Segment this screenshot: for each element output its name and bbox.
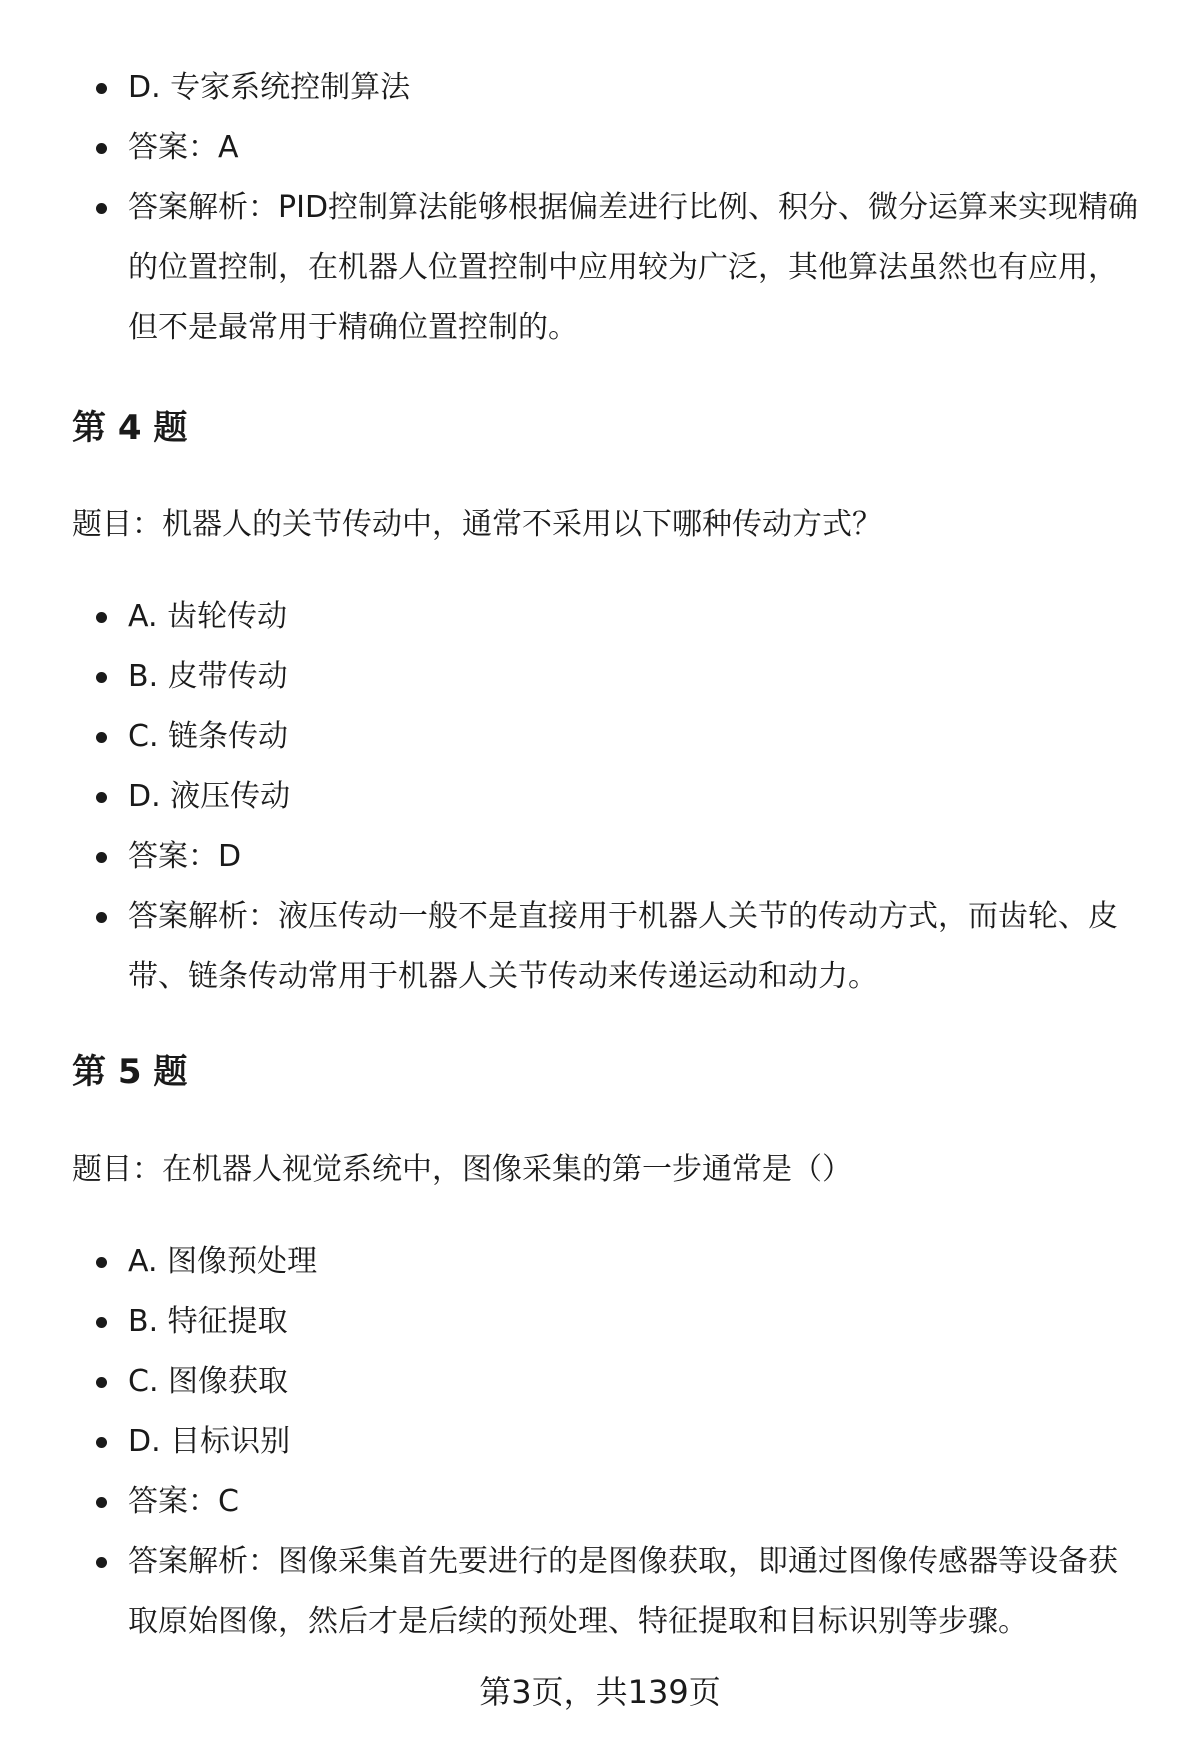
list-item — [0, 1472, 1200, 1532]
answer-explanation: 答案解析：液压传动一般不是直接用于机器人关节的传动方式，而齿轮、皮带、链条传动常用于机器人关节传动来传递运动和动力。 — [128, 899, 1118, 994]
answer: 答案：A — [128, 130, 239, 165]
option-a: A. 齿轮传动 — [128, 599, 288, 634]
option-b: B. 特征提取 — [128, 1304, 288, 1339]
list-item — [0, 1232, 1200, 1292]
option-b: B. 皮带传动 — [128, 659, 288, 694]
list-item — [0, 767, 1200, 827]
bullet-icon — [96, 732, 107, 743]
option-d: D. 液压传动 — [128, 779, 291, 814]
bullet-icon — [96, 672, 107, 683]
bullet-icon — [96, 792, 107, 803]
list-item — [0, 118, 1200, 178]
bullet-icon — [96, 1437, 107, 1448]
bullet-icon — [96, 1557, 107, 1568]
list-item — [0, 1292, 1200, 1352]
answer: 答案：D — [128, 839, 242, 874]
question-4-heading: 第 4 题 — [72, 408, 188, 448]
option-c: C. 图像获取 — [128, 1364, 289, 1399]
list-item — [0, 58, 1200, 118]
list-item — [0, 707, 1200, 767]
bullet-icon — [96, 1497, 107, 1508]
list-item — [0, 887, 1200, 1007]
answer: 答案：C — [128, 1484, 239, 1519]
bullet-icon — [96, 83, 107, 94]
list-item — [0, 827, 1200, 887]
answer-explanation: 答案解析：图像采集首先要进行的是图像获取，即通过图像传感器等设备获取原始图像，然后才是后续的预处理、特征提取和目标识别等步骤。 — [128, 1544, 1118, 1639]
list-item — [0, 647, 1200, 707]
question-5-list — [0, 1232, 1200, 1652]
option-a: A. 图像预处理 — [128, 1244, 318, 1279]
question-5-heading: 第 5 题 — [72, 1052, 188, 1092]
list-item — [0, 1412, 1200, 1472]
bullet-icon — [96, 1257, 107, 1268]
list-item — [0, 1532, 1200, 1652]
q3-continued-list — [0, 58, 1200, 358]
bullet-icon — [96, 912, 107, 923]
option-d: D. 目标识别 — [128, 1424, 291, 1459]
question-5-text: 题目：在机器人视觉系统中，图像采集的第一步通常是（） — [72, 1152, 852, 1187]
page-number-footer: 第3页，共139页 — [479, 1673, 721, 1711]
question-4-list — [0, 587, 1200, 1007]
bullet-icon — [96, 1377, 107, 1388]
bullet-icon — [96, 203, 107, 214]
option-c: C. 链条传动 — [128, 719, 289, 754]
list-item — [0, 587, 1200, 647]
question-4-text: 题目：机器人的关节传动中，通常不采用以下哪种传动方式？ — [72, 507, 882, 542]
option-d: D. 专家系统控制算法 — [128, 70, 411, 105]
list-item — [0, 1352, 1200, 1412]
bullet-icon — [96, 1317, 107, 1328]
list-item — [0, 178, 1200, 358]
bullet-icon — [96, 612, 107, 623]
bullet-icon — [96, 852, 107, 863]
answer-explanation: 答案解析：PID控制算法能够根据偏差进行比例、积分、微分运算来实现精确的位置控制，在机器人位置控制中应用较为广泛，其他算法虽然也有应用，但不是最常用于精确位置控制的。 — [128, 190, 1139, 345]
bullet-icon — [96, 143, 107, 154]
